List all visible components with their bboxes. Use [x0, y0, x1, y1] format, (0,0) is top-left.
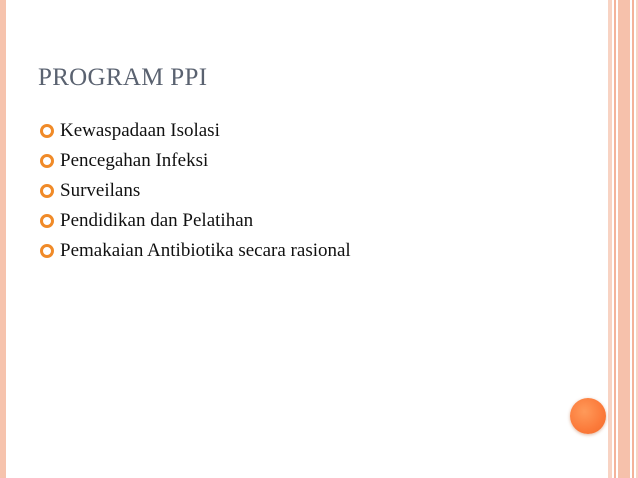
stripe: [618, 0, 630, 478]
list-item: [40, 146, 351, 176]
list-item: [40, 176, 351, 206]
stripe: [614, 0, 616, 478]
ring-bullet-icon: [40, 154, 54, 168]
ring-bullet-icon: [40, 244, 54, 258]
bullet-text: Kewaspadaan Isolasi: [60, 120, 220, 141]
list-item: [40, 116, 351, 146]
stripe: [632, 0, 634, 478]
orange-circle-icon: [570, 398, 606, 434]
bullet-text: Pemakaian Antibiotika secara rasional: [60, 240, 351, 261]
list-item: [40, 236, 351, 266]
left-border-stripe: [0, 0, 6, 478]
stripe: [608, 0, 612, 478]
bullet-text: Pencegahan Infeksi: [60, 150, 209, 171]
right-decorative-stripes: [608, 0, 638, 478]
bullet-list: [40, 116, 351, 266]
ring-bullet-icon: [40, 214, 54, 228]
bullet-text: Surveilans: [60, 180, 141, 201]
bullet-text: Pendidikan dan Pelatihan: [60, 210, 254, 231]
ring-bullet-icon: [40, 184, 54, 198]
list-item: [40, 206, 351, 236]
slide-title: PROGRAM PPI: [38, 64, 208, 91]
ring-bullet-icon: [40, 124, 54, 138]
